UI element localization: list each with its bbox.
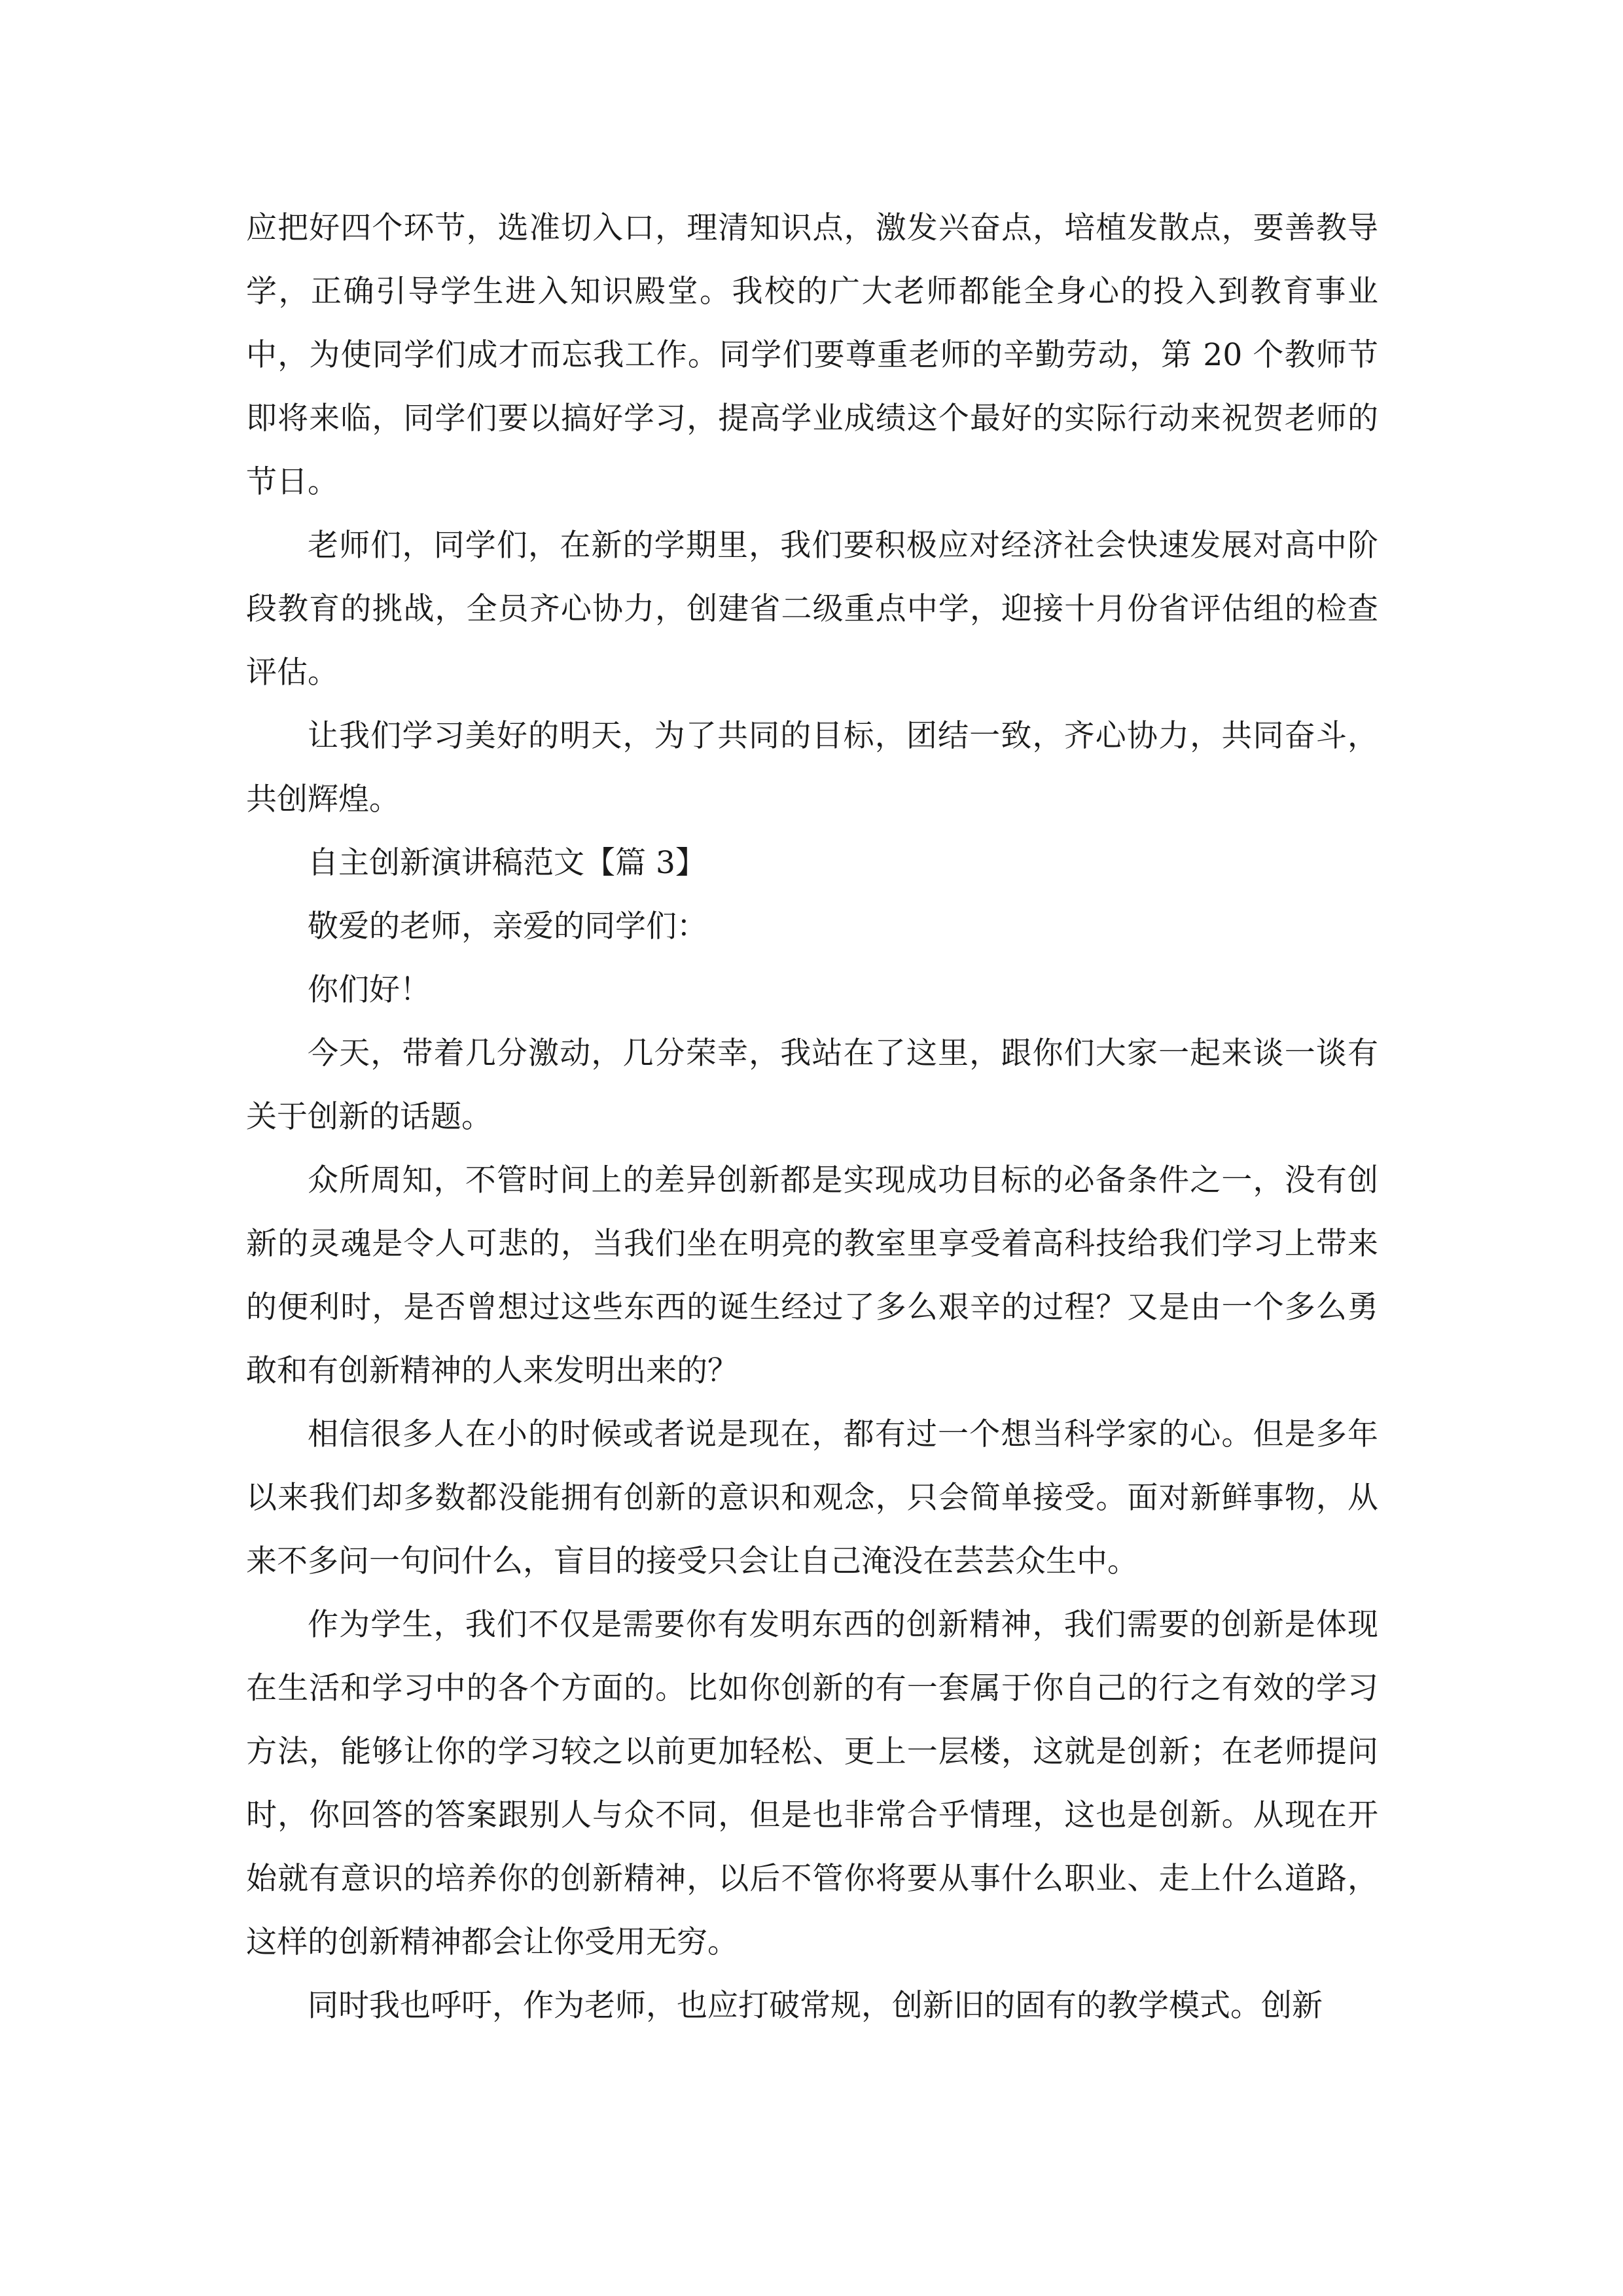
greeting: 你们好！ <box>308 972 431 1008</box>
paragraph-scientist-dream: 相信很多人在小的时候或者说是现在，都有过一个想当科学家的心。但是多年以来我们却多数都没能拥有创新的意识和观念，只会简单接受。面对新鲜事物，从来不多问一句问什么，盲目的接受只会让自己淹没在芸芸众生中。 <box>246 1416 1378 1579</box>
paragraph-continued: 应把好四个环节，选准切入口，理清知识点，激发兴奋点，培植发散点，要善教导学，正确引导学生进入知识殿堂。我校的广大老师都能全身心的投入到教育事业中，为使同学们成才而忘我工作。同学们要尊重老师的辛勤劳动，第 20 个教师节即将来临，同学们要以搞好学习，提高学业成绩这个最好的实际行动来祝贺老师的节日。 <box>246 210 1378 500</box>
salutation: 敬爱的老师，亲爱的同学们： <box>308 908 707 944</box>
paragraph-student-innovation: 作为学生，我们不仅是需要你有发明东西的创新精神，我们需要的创新是体现在生活和学习中的各个方面的。比如你创新的有一套属于你自己的行之有效的学习方法，能够让你的学习较之以前更加轻松、更上一层楼，这就是创新；在老师提问时，你回答的答案跟别人与众不同，但是也非常合乎情理，这也是创新。从现在开始就有意识的培养你的创新精神，以后不管你将要从事什么职业、走上什么道路，这样的创新精神都会让你受用无穷。 <box>246 1607 1378 1960</box>
paragraph-closing: 让我们学习美好的明天，为了共同的目标，团结一致，齐心协力，共同奋斗，共创辉煌。 <box>246 718 1378 817</box>
paragraph-teacher-call: 同时我也呼吁，作为老师，也应打破常规，创新旧的固有的教学模式。创新 <box>308 1988 1323 2024</box>
paragraph-new-semester: 老师们，同学们，在新的学期里，我们要积极应对经济社会快速发展对高中阶段教育的挑战，全员齐心协力，创建省二级重点中学，迎接十月份省评估组的检查评估。 <box>246 528 1378 691</box>
section-title: 自主创新演讲稿范文【篇 3】 <box>308 845 706 881</box>
paragraph-innovation-importance: 众所周知，不管时间上的差异创新都是实现成功目标的必备条件之一，没有创新的灵魂是令人可悲的，当我们坐在明亮的教室里享受着高科技给我们学习上带来的便利时，是否曾想过这些东西的诞生经过了多么艰辛的过程？又是由一个多么勇敢和有创新精神的人来发明出来的？ <box>246 1162 1378 1389</box>
paragraph-intro: 今天，带着几分激动，几分荣幸，我站在了这里，跟你们大家一起来谈一谈有关于创新的话题。 <box>246 1035 1378 1135</box>
document-page <box>246 196 1378 2037</box>
